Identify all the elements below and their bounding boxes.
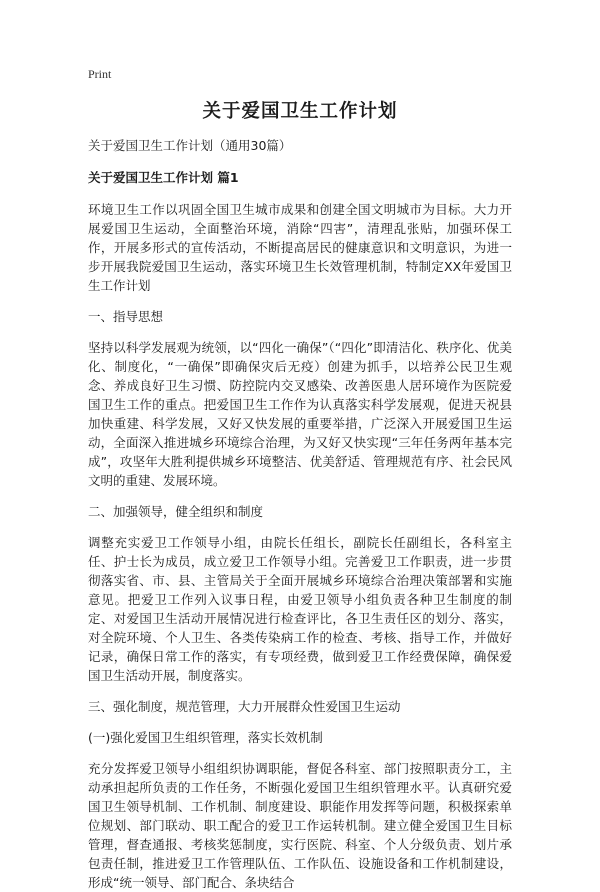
paragraph-leadership: 调整充实爱卫工作领导小组，由院长任组长，副院长任副组长，各科室主任、护士长为成员，成立爱卫工作领导小组。完善爱卫工作职责，进一步贯彻落实省、市、县、主管局关于全面开展城乡环境综合治理决策部署和实施意见。把爱卫工作列入议事日程，由爱卫领导小组负责各种卫生制度的制定、对爱国卫生活动开展情况进行检查评比，各卫生责任区的划分、落实，对全院环境、个人卫生、各类传染病工作的检查、考核、指导工作，并做好记录，确保日常工作的落实，有专项经费，做到爱卫工作经费保障，确保爱国卫生活动开展，制度落实。	[88, 535, 512, 683]
heading-management: 三、强化制度，规范管理，大力开展群众性爱国卫生运动	[88, 699, 401, 714]
page-title: 关于爱国卫生工作计划	[202, 101, 398, 122]
paragraph-guiding-thought: 坚持以科学发展观为统领，以“四化一确保”（“四化”即清洁化、秩序化、优美化、制度化，“一确保”即确保灾后无疫）创建为抓手，以培养公民卫生观念、养成良好卫生习惯、防控院内交叉感染、改善医患人居环境作为医院爱国卫生工作的重点。把爱国卫生工作作为认真落实科学发展观，促进天祝县加快重建、科学发展，又好又快发展的重要举措，广泛深入开展爱国卫生运动，全面深入推进城乡环境综合治理，为又好又快实现“三年任务两年基本完成”，攻坚年大胜利提供城乡环境整洁、优美舒适、管理规范有序、社会民风文明的重建、发展环境。	[88, 340, 512, 488]
subheading-organization: (一)强化爱国卫生组织管理，落实长效机制	[88, 730, 323, 745]
paragraph-organization: 充分发挥爱卫领导小组组织协调职能，督促各科室、部门按照职责分工，主动承担起所负责的工作任务，不断强化爱国卫生组织管理水平。认真研究爱国卫生领导机制、工作机制、制度建设、职能作用发挥等问题，积极探索单位规划、部门联动、职工配合的爱卫工作运转机制。建立健全爱国卫生目标管理，督查通报、考核奖惩制度，实行医院、科室、个人分级负责、划片承包责任制，推进爱卫工作管理队伍、工作队伍、设施设备和工作机制建设，形成“统一领导、部门配合、条块结合	[88, 761, 512, 890]
section-heading: 关于爱国卫生工作计划 篇1	[88, 170, 239, 185]
heading-leadership: 二、加强领导，健全组织和制度	[88, 504, 264, 519]
document-subtitle: 关于爱国卫生工作计划（通用30篇）	[88, 138, 292, 153]
intro-paragraph: 环境卫生工作以巩固全国卫生城市成果和创建全国文明城市为目标。大力开展爱国卫生运动，全面整治环境，消除“四害”，清理乱张贴，加强环保工作，开展多形式的宣传活动，不断提高居民的健康意识和文明意识，为进一步开展我院爱国卫生运动，落实环境卫生长效管理机制，特制定XX年爱国卫生工作计划	[88, 202, 512, 293]
print-label: Print	[88, 67, 112, 81]
heading-guiding-thought: 一、指导思想	[88, 309, 164, 324]
